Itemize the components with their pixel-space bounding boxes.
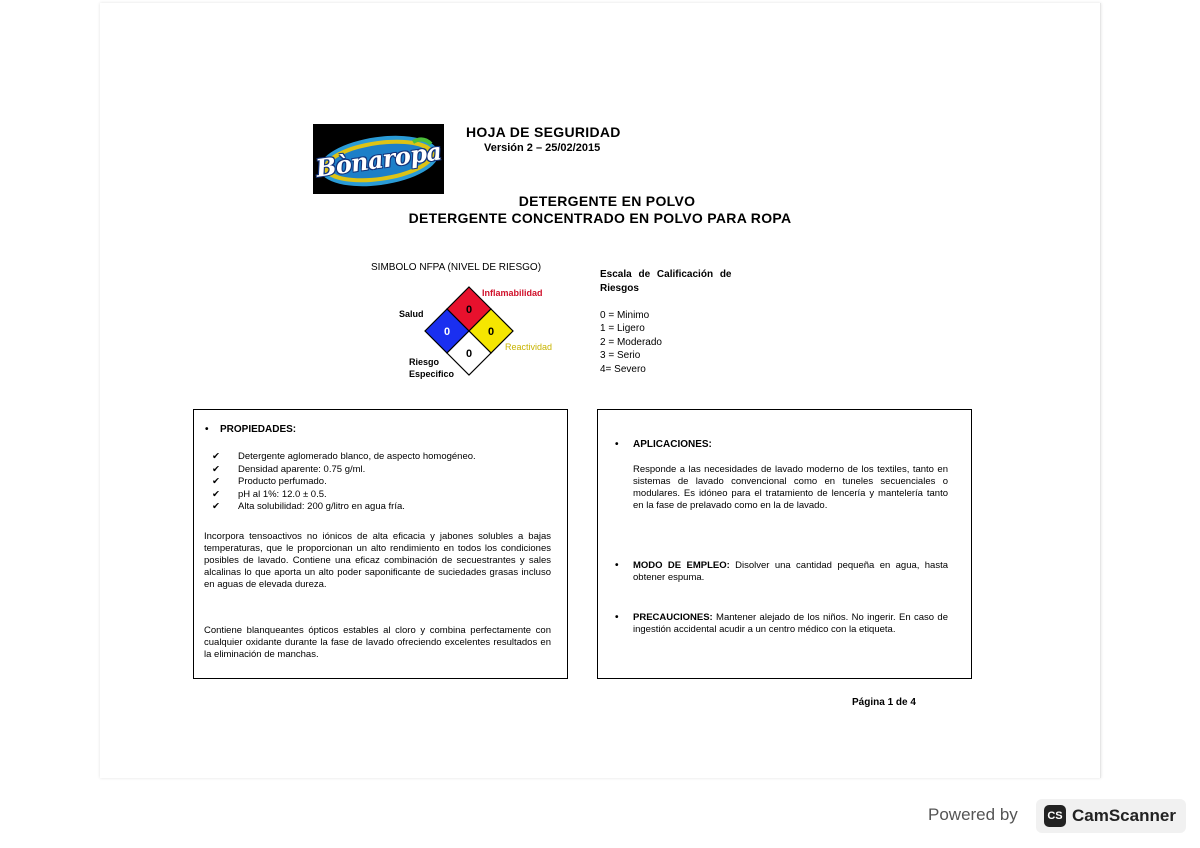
risk-scale-title: Escala de Calificación de Riesgos — [600, 269, 732, 294]
bullet: • — [615, 439, 619, 450]
page-number: Página 1 de 4 — [852, 697, 916, 708]
properties-paragraph-1: Incorpora tensoactivos no iónicos de alta eficacia y jabones solubles a bajas temperaturas, que le proporcionan un alto rendimiento en todos los condiciones posibles de lavado. Contiene una eficaz combinación de secuestrantes y sales alcalinas lo que aporta un alto poder saponificante de suciedades grasas incluso en aguas de elevada dureza. — [204, 531, 551, 590]
usage-heading: MODO DE EMPLEO: — [633, 560, 730, 571]
camscanner-badge[interactable] — [1036, 799, 1186, 833]
properties-box — [193, 409, 568, 679]
bonaropa-logo — [313, 124, 444, 194]
camscanner-icon: CS — [1044, 805, 1066, 827]
applications-box — [597, 409, 972, 679]
risk-scale-item: 1 = Ligero — [600, 323, 645, 335]
bullet: • — [615, 560, 619, 571]
product-subtitle: DETERGENTE CONCENTRADO EN POLVO PARA ROPA — [408, 210, 792, 226]
risk-scale-item: 3 = Serio — [600, 350, 641, 362]
check-icon: ✔ — [212, 463, 220, 475]
list-item: ✔ Detergente aglomerado blanco, de aspecto homogéneo. — [212, 451, 476, 462]
risk-scale-item: 4= Severo — [600, 363, 646, 375]
risk-scale-list — [600, 309, 662, 376]
nfpa-flammability-value: 0 — [465, 304, 473, 316]
usage-text: Disolver una cantidad pequeña en agua, hasta obtener espuma. — [633, 560, 949, 583]
precautions-text: Mantener alejado de los niños. No ingerir. En caso de ingestión accidental acudir a un centro médico con la etiqueta. — [633, 612, 948, 635]
check-icon: ✔ — [212, 501, 220, 512]
properties-heading: PROPIEDADES: — [220, 424, 297, 435]
list-item: ✔ Alta solubilidad: 200 g/litro en agua fría. — [212, 501, 405, 512]
nfpa-flammability-label: Inflamabilidad — [482, 288, 543, 298]
nfpa-health-label: Salud — [399, 309, 424, 319]
properties-list — [212, 451, 476, 514]
risk-scale-item: 2 = Moderado — [600, 336, 662, 348]
risk-scale-item: 0 = Minimo — [600, 310, 650, 321]
logo-text: Bònaropa — [313, 135, 444, 183]
check-icon: ✔ — [212, 451, 220, 462]
nfpa-specific-label-1: Riesgo — [409, 357, 440, 367]
precautions-heading: PRECAUCIONES: — [633, 612, 713, 623]
check-icon: ✔ — [212, 488, 220, 500]
camscanner-name: CamScanner — [1072, 806, 1176, 825]
properties-paragraph-2: Contiene blanqueantes ópticos estables al cloro y combina perfectamente con cualquier oxidante durante la fase de lavado ofreciendo excelentes resultados en la eliminación de manchas. — [204, 625, 551, 660]
check-icon: ✔ — [212, 476, 220, 487]
bullet: • — [615, 612, 619, 623]
product-name: DETERGENTE EN POLVO — [518, 193, 696, 209]
nfpa-reactivity-value: 0 — [487, 326, 495, 338]
bullet: • — [205, 424, 209, 435]
nfpa-title: SIMBOLO NFPA (NIVEL DE RIESGO) — [371, 262, 542, 273]
nfpa-specific-label-2: Especifico — [409, 369, 455, 379]
powered-by-label: Powered by — [928, 805, 1018, 824]
precautions-paragraph — [633, 612, 948, 636]
applications-heading: APLICACIONES: — [633, 439, 712, 450]
nfpa-diamond — [395, 280, 575, 385]
nfpa-reactivity-label: Reactividad — [505, 342, 553, 352]
sheet-version: Versión 2 – 25/02/2015 — [484, 142, 601, 154]
list-item: ✔ Producto perfumado. — [212, 476, 327, 487]
usage-paragraph — [633, 560, 948, 584]
list-item: ✔ Densidad aparente: 0.75 g/ml. — [212, 463, 366, 475]
list-item: ✔ pH al 1%: 12.0 ± 0.5. — [212, 488, 327, 500]
sheet-title: HOJA DE SEGURIDAD — [466, 124, 621, 140]
applications-text: Responde a las necesidades de lavado moderno de los textiles, tanto en sistemas de lavado convencional como en tuneles secuenciales o modulares. Es idóneo para el tratamiento de lencería y mantelería tanto en la fase de prelavado como en la de lavado. — [633, 464, 948, 511]
nfpa-specific-value: 0 — [465, 348, 473, 360]
nfpa-health-value: 0 — [443, 326, 451, 338]
